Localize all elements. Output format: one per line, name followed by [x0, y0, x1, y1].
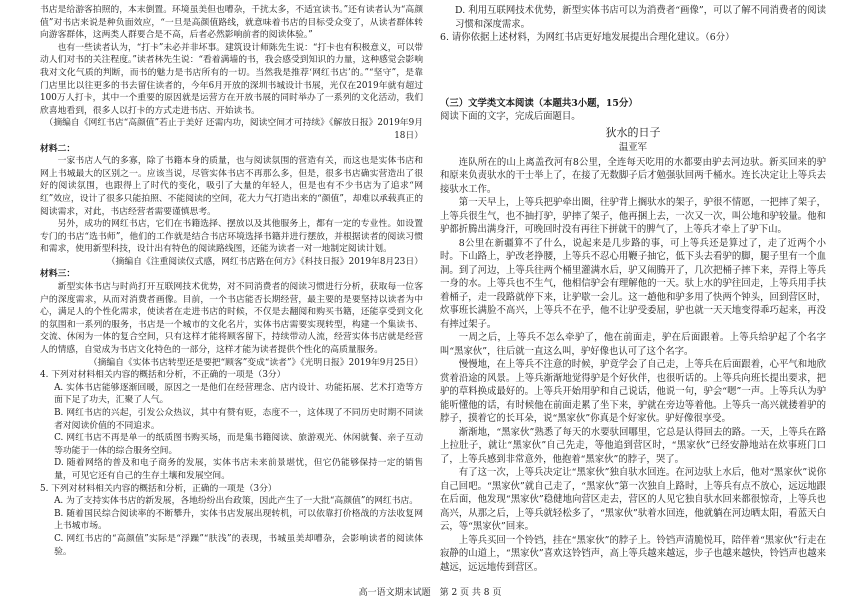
material3-paragraph: 新型实体书店与时尚打开互联网技术优势，对不同消费者的阅读习惯进行分析，获取每一位客户的深度需求，从而对消费者画像。目前，一个书店能否长期经营，最主要的是要坚持以读者为中心，满足人的个性化需求，使读者在走进书店的时候，不仅是去翻阅和购买书籍，还能享受到文化的氛围和一系列的服务，书店是一个城市的文化名片，实体书店需要实现转型，构建一个集读书、交流、休闲为一体的复合空间，只有这样才能将顾客留下，持续带动人流，经营实体书店就是经营人的情感，自觉成为书店文化特色的一部分，这样才能为读者提供个性化的高质量服务。: [40, 282, 423, 356]
source-citation-2: （摘编自《注重阅读仪式感，网红书店路在何方》《科技日报》2019年8月23日）: [106, 256, 423, 267]
story-paragraph-7: 有了这一次，上等兵决定让“黑家伙”独自驮水回连。在河边驮上水后，他对“黑家伙”说你自己回吧。“黑家伙”就自己走了，“黑家伙”第一次独自上路时，上等兵有点不放心，远远地跟在后面，他发现“黑家伙”稳健地向营区走去，营区的人见它独自驮水回来都很惊奇，上等兵也高兴，从那之后，上等兵就轻松多了，“黑家伙”驮着水回连，他就躺在河边晒太阳，看蓝天白云，等“黑家伙”回来。: [440, 467, 826, 532]
question-5-option-a: A. 为了支持实体书店的新发展，各地纷纷出台政策，因此产生了一大批“高颜值”的网红书店。: [54, 496, 419, 507]
page-footer: 高一语文期末试题 第 2 页 共 8 页: [358, 588, 502, 598]
story-paragraph-3: 8公里在新疆算不了什么，说起来是几步路的事，可上等兵还是算过了，走了近两个小时。下山路上，驴改老挣腰，上等兵不忍心用鞭子抽它，低下头去看驴的脚，腿子里有一个血洞。到了河边，上等兵往两个桶里灌满水后，驴又闹腾开了，几次把桶子摔下来，弄得上等兵一身的水。上等兵也不生气，他相信驴会有理解他的一天。驮上水的驴往回走，上等兵用手扶着桶子，走一段路就停下来，让驴歇一会儿。这一趟他和驴多用了快两个钟头，回到营区时，炊事班长满脸不高兴，上等兵不在乎，他不让驴受委屈，驴也就一天天地变得乖巧起来，再没有摔过架子。: [440, 237, 826, 330]
story-paragraph-8: 上等兵买回一个铃铛，挂在“黑家伙”的脖子上。铃铛声清脆悦耳，陪伴着“黑家伙”行走在寂静的山道上，“黑家伙”喜欢这铃铛声，高上等兵越来越远，步子也越来越快，铃铛声也越来越远，远远地传到营区。: [440, 534, 826, 573]
story-author: 温亚军: [618, 142, 648, 153]
left-column: [40, 4, 423, 558]
material1-paragraph: 也有一些读者认为，“打卡”未必并非坏事。建筑设计师陈先生说：“打卡也有积极意义，可以带动人们对书的关注程度。”读者林先生说：“看着满墙的书，我会感受到知识的力量，这种感觉会影响我对文化气质的判断，而书的魅力是书店所有的一切。当然我是推荐‘网红书店’的。”“坚守”，是靠门店里比以往更多的书去留住读者的，今年6月开放的深圳书城设计书展，光仅在2019年就有超过100万人打卡，其中一个重要的原因就是运营方在开放书展的同时举办了一系列的文化活动，我们欣喜地看到，很多人以打卡的方式走进书店、开始读书。: [40, 42, 423, 116]
question-4-option-d: D. 随着网络的普及和电子商务的发展，实体书店未来前景堪忧，但它仍能够保持一定的销售量，可见它还有自己的生存土壤和发展空间。: [54, 458, 423, 481]
story-paragraph-2: 第一天早上，上等兵把驴牵出圈，往驴背上搁驮水的架子，驴很不情愿，一把摔了架子，上等兵很生气，也不抽打驴，驴摔了架子，他再捆上去，一次又一次，叫公地和驴较量。他和驴都折腾出满身汗，可晚回时没有再往下拼就干的脾气了，上等兵才牵上了驴下山。: [440, 197, 826, 235]
question-5-option-b: B. 随着国民综合阅读率的不断攀升，实体书店发展出现转机，可以依靠打价格战的方法收复网上书城市场。: [54, 508, 423, 532]
question-5-option-d: D. 利用互联网技术优势，新型实体书店可以为消费者“画像”，可以了解不同消费者的阅读习惯和深度需求。: [455, 5, 826, 30]
material1-tail: 书店是给游客拍照的，本末倒置。环境虽美但也嘈杂，千扰太多，不适宜读书。”还有读者认为“高颜值”对书店来说是种负面效应，“一旦是高颜值路线，就意味着书店的目标受众变了，从读者群体转向游客群体，这两类人群要合是不高，后者必然影响前者的阅读体验。”: [40, 5, 423, 41]
question-4: 4. 下列对材料相关内容的概括和分析，不正确的一项是（3分）: [40, 370, 286, 381]
material2-heading: 材料二：: [40, 143, 76, 154]
story-title: 狄水的日子: [605, 125, 661, 139]
story-paragraph-5: 慢慢地，在上等兵不注意的时候，驴竟学会了自己走，上等兵在后面跟着，心平气和地欣赏着沿途的风景。上等兵渐渐地觉得驴是个好伙伴，也很听话的。上等兵向班长提出要求，把驴的草料换成最好的。上等兵开始用驴和自己说话，他说一句，驴会“嗯”一声。上等兵认为驴能听懂他的话，有时候他在前面走累了坐下来，驴就在旁边等着他。上等兵一高兴就搂着驴的脖子，摸着它的长耳朵，说“黑家伙”你真是个好家伙。驴好像很享受。: [440, 359, 826, 424]
source-citation-3: （摘编自《实体书店转型还是要把“顾客”变成“读者”》《光明日报》2019年9月25日）: [88, 357, 423, 368]
source-citation-1: （摘编自《网红书店“高颜值”若止于美好 还需内功，阅读空间才可持续》《解放日报》2019年9月18日）: [44, 118, 423, 141]
material2-paragraph-2: 另外，成功的网红书店，它们在书籍选择、摆放以及其他服务上，都有一定的专业性。如设置专门的书店“选书师”，他们的工作就是结合书店环境选择书籍并进行摆放，并根据读者的阅读习惯和需求，使用新型科技，设计出有特色的阅读路线图，还能为读者一对一地制定阅读计划。: [40, 219, 423, 255]
section-3-heading: （三）文学类文本阅读（本题共3小题，15分）: [440, 97, 638, 109]
material3-heading: 材料三：: [40, 269, 76, 280]
answer-space: [440, 45, 826, 97]
question-5: 5. 下列对材料相关内容的概括和分析，正确的一项是（3分）: [40, 483, 277, 494]
question-4-option-a: A. 实体书店能够逐渐回暖，原因之一是他们在经营理念、店内设计、功能拓展、艺术打造等方面下足了功夫，汇聚了人气。: [54, 382, 423, 406]
question-4-option-c: C. 网红书店不再是单一的纸质图书购买场，而是集书籍阅读、旅游观光、休闲就餐、亲子互动等功能于一体的综合服务空间。: [54, 433, 423, 456]
story-paragraph-4: 一周之后，上等兵不怎么牵驴了，他在前面走，驴在后面跟着。上等兵给驴起了个名字叫“黑家伙”，往后就一直这么叫，驴好像也认可了这个名字。: [440, 332, 826, 357]
right-column: [440, 4, 826, 574]
material2-paragraph-1: 一家书店人气的多寡，除了书籍本身的质量，也与阅读氛围的营造有关，而这也是实体书店和网上书城最大的区别之一。应该当说，尽管实体书店不再那么多，但是，很多书店确实营造出了很好的阅读氛围，也跟得上了时代的变化，吸引了大量的年轻人，但是也有不少书店为了追求“网红”效应，设计了很多只能拍照、不能阅读的空间，花大力气打造出来的“颜值”，却难以承载真正的阅读需求，对此，书店经营者需要谨慎思考。: [40, 156, 423, 217]
question-5-option-c: C. 网红书店的“高颜值”实际是“浮躁”“肤浅”的表现，书城虽美却嘈杂，会影响读者的阅读体验。: [54, 533, 423, 557]
question-4-option-b: B. 网红书店的兴起，引发公众热议，其中有赞有贬，态度不一，这体现了不同历史时期不同读者对阅读价值的不同追求。: [54, 408, 423, 431]
question-6: 6. 请你依据上述材料，为网红书店更好地发展提出合理化建议。（6分）: [440, 32, 735, 43]
reading-instruction: 阅读下面的文字，完成后面题目。: [440, 111, 581, 122]
story-paragraph-1: 连队所在的山上离盖孜河有8公里，全连每天吃用的水都要由驴去河边驮。新买回来的驴和原来负责驮水的干士举上了，在接了无数脚子后才勉强驮回两千桶水。连长决定让上等兵去接驮水工作。: [440, 156, 826, 195]
story-paragraph-6: 渐渐地，“黑家伙”熟悉了每天的水要驮回哪里，它总是认得回去的路。一天，上等兵在路上拉肚子，就让“黑家伙”自己先走，等他追到营区时，“黑家伙”已经安静地站在炊事班门口了，上等兵感到非常意外，他抱着“黑家伙”的脖子，哭了。: [440, 426, 826, 465]
